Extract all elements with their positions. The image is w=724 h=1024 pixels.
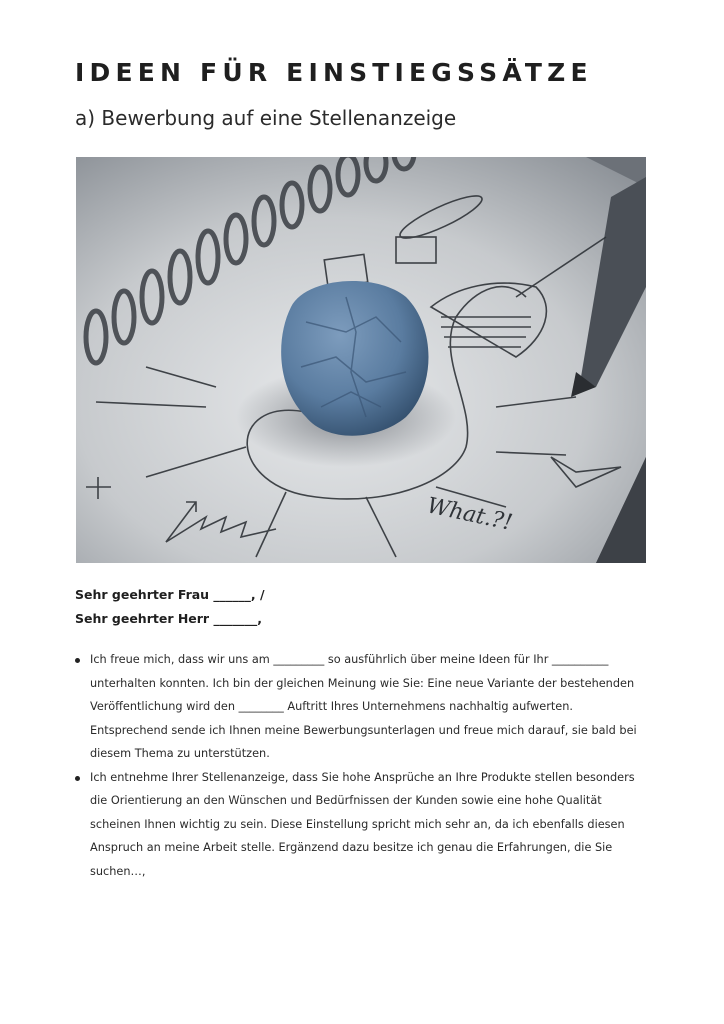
notebook-illustration [76, 157, 646, 563]
list-item-text: Ich freue mich, dass wir uns am _________ so ausführlich über meine Ideen für Ihr __________ unterhalten konnten. Ich bin der gleichen Meinung wie Sie: Eine neue Variante der bestehenden Veröffentlichung wird den ________ Auftritt Ihres Unternehmens nachhaltig aufwerten. Entsprechend sende ich Ihnen meine Bewerbungsunterlagen und freue mich darauf, sie bald bei diesem Thema zu unterstützen. [90, 653, 637, 760]
salutation-block [75, 583, 265, 631]
list-item [75, 648, 650, 766]
list-item [75, 766, 650, 884]
example-sentences-list [75, 648, 650, 883]
bullet-icon [75, 658, 80, 663]
salutation-line-herr: Sehr geehrter Herr _______, [75, 611, 262, 626]
sketch-text: What.?! [424, 493, 515, 536]
page-title: IDEEN FÜR EINSTIEGSSÄTZE [75, 58, 593, 87]
hero-image [76, 157, 646, 563]
section-subtitle: a) Bewerbung auf eine Stellenanzeige [75, 106, 457, 130]
bullet-icon [75, 776, 80, 781]
list-item-text: Ich entnehme Ihrer Stellenanzeige, dass Sie hohe Ansprüche an Ihre Produkte stellen besonders die Orientierung an den Wünschen und Bedürfnissen der Kunden sowie eine hohe Qualität scheinen Ihnen wichtig zu sein. Diese Einstellung spricht mich sehr an, da ich ebenfalls diesen Anspruch an meine Arbeit stelle. Ergänzend dazu besitze ich genau die Erfahrungen, die Sie suchen…, [90, 770, 635, 878]
salutation-line-frau: Sehr geehrter Frau ______, / [75, 587, 265, 602]
